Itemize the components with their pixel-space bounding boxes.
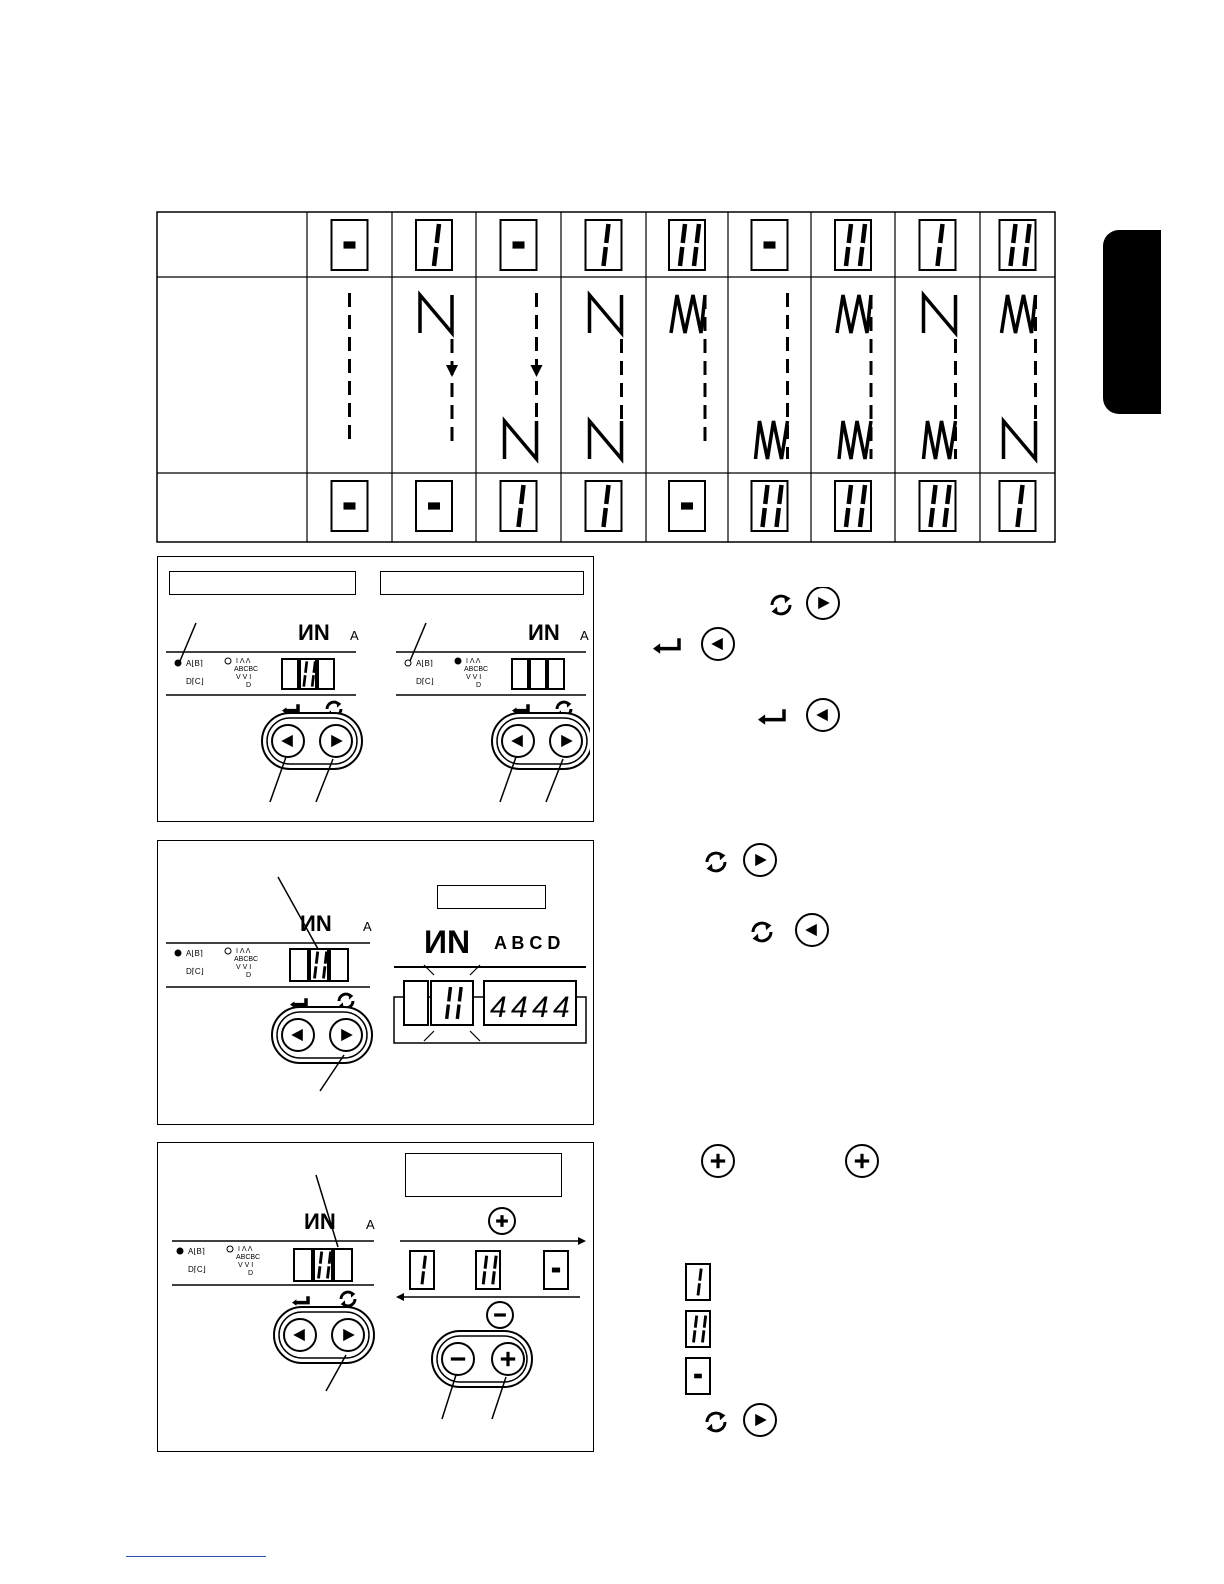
- arrow-button-pair: [492, 713, 590, 769]
- svg-text:D: D: [246, 972, 252, 979]
- cycle-icon: [707, 852, 726, 872]
- double-reverse-end-mark: [756, 421, 788, 459]
- panel3-option-list: [684, 1260, 714, 1395]
- mode-selector-legend: [175, 948, 258, 979]
- cycle-icon: [707, 1412, 726, 1432]
- left-arrow-button-icon[interactable]: [702, 628, 734, 660]
- leader-line: [410, 623, 426, 661]
- svg-text:D: D: [248, 1270, 254, 1277]
- svg-text:V V I: V V I: [236, 964, 252, 971]
- cycle-icon: [753, 922, 772, 942]
- enter-icon: [758, 709, 784, 725]
- right-arrow-button-icon[interactable]: [744, 844, 776, 876]
- plus-button-icon[interactable]: [846, 1145, 878, 1177]
- single-reverse-end-mark: [590, 421, 622, 459]
- svg-text:I Λ Λ: I Λ Λ: [236, 658, 251, 665]
- direction-arrow: [446, 365, 458, 377]
- reverse-stitch-pattern-table: [156, 211, 1058, 545]
- single-reverse-start-mark: [420, 295, 452, 333]
- direction-arrow: [531, 365, 543, 377]
- arrow-button-pair: [262, 713, 362, 769]
- minus-button-marker[interactable]: [487, 1302, 513, 1328]
- start-code-cell: [332, 220, 368, 270]
- lcd-row: [294, 1249, 352, 1281]
- end-code-cell: [920, 481, 956, 531]
- lcd-row: [512, 659, 564, 689]
- svg-text:I Λ Λ: I Λ Λ: [238, 1246, 253, 1253]
- panel3-sequence-diagram: [396, 1208, 586, 1419]
- plus-minus-button-pair: [432, 1331, 532, 1387]
- plus-button-icon[interactable]: [702, 1145, 734, 1177]
- single-reverse-start-mark: [924, 295, 956, 333]
- mode-selector-legend: [177, 1246, 260, 1277]
- svg-text:I Λ Λ: I Λ Λ: [236, 948, 251, 955]
- panel1-left-display: [166, 620, 362, 802]
- footer-link-rule: [126, 1556, 266, 1557]
- svg-text:A⌊B⌉: A⌊B⌉: [188, 1247, 205, 1256]
- left-arrow-button-icon[interactable]: [796, 914, 828, 946]
- panel1-right-display: [396, 620, 590, 802]
- leader-line: [180, 623, 196, 661]
- double-reverse-start-mark: [1002, 295, 1036, 333]
- right-arrow-button[interactable]: [330, 1019, 362, 1051]
- svg-text:ИN: ИN: [300, 911, 332, 936]
- left-arrow-button-icon[interactable]: [807, 699, 839, 731]
- double-reverse-start-mark: [837, 295, 871, 333]
- svg-text:D⌈C⌋: D⌈C⌋: [188, 1265, 206, 1274]
- svg-text:ABCBC: ABCBC: [234, 956, 259, 963]
- count-digit: 4: [490, 991, 507, 1024]
- option-code: [686, 1311, 710, 1347]
- svg-text:ИN: ИN: [304, 1209, 336, 1234]
- panel3-small-display: [172, 1175, 375, 1391]
- svg-text:A: A: [363, 919, 372, 934]
- panel3-plus-icons: [700, 1143, 882, 1179]
- stitch-pattern: [924, 295, 956, 459]
- svg-text:V V I: V V I: [238, 1262, 254, 1269]
- arrow-button-pair: [274, 1307, 374, 1363]
- chapter-side-tab: [1103, 230, 1161, 414]
- right-arrow-button[interactable]: [550, 725, 582, 757]
- panel1-line2-icons: [648, 626, 740, 662]
- right-arrow-button-icon[interactable]: [807, 587, 839, 619]
- stitch-pattern: [671, 295, 705, 443]
- panel2-line1-icons: [700, 842, 780, 878]
- option-code: [686, 1358, 710, 1394]
- mode-selector-legend: [405, 658, 488, 689]
- count-digit: 4: [553, 991, 570, 1024]
- right-arrow-button[interactable]: [332, 1319, 364, 1351]
- left-arrow-button[interactable]: [284, 1319, 316, 1351]
- panel1-left-caption-frame: [169, 571, 356, 595]
- lcd-row: [290, 949, 348, 981]
- stitch-pattern: [1002, 295, 1036, 459]
- start-code-cell: [416, 220, 452, 270]
- svg-text:V V I: V V I: [466, 674, 482, 681]
- enter-icon: [653, 638, 679, 654]
- left-arrow-button[interactable]: [272, 725, 304, 757]
- plus-button[interactable]: [492, 1343, 524, 1375]
- single-reverse-start-mark: [590, 295, 622, 333]
- panel2-enlarged-display: [394, 924, 586, 1043]
- cycle-icon: [341, 1291, 356, 1306]
- double-reverse-start-mark: [671, 295, 705, 333]
- svg-text:D⌈C⌋: D⌈C⌋: [416, 677, 434, 686]
- plus-button-marker[interactable]: [489, 1208, 515, 1234]
- operation-panel-2: [157, 840, 594, 1125]
- svg-text:ABCBC: ABCBC: [234, 666, 259, 673]
- svg-text:ИN: ИN: [424, 924, 471, 960]
- panel3-display-diagram: [158, 1143, 590, 1448]
- svg-text:ABCBC: ABCBC: [236, 1254, 261, 1261]
- double-reverse-end-mark: [839, 421, 871, 459]
- count-digit: 4: [532, 991, 549, 1024]
- svg-text:A: A: [350, 628, 359, 643]
- start-code-cell: [920, 220, 956, 270]
- start-code-cell: [501, 220, 537, 270]
- end-code-cell: [1000, 481, 1036, 531]
- end-code-cell: [669, 481, 705, 531]
- svg-text:D⌈C⌋: D⌈C⌋: [186, 677, 204, 686]
- start-code-cell: [752, 220, 788, 270]
- svg-text:A B C D: A B C D: [494, 933, 561, 953]
- stitch-pattern: [837, 295, 871, 459]
- stitch-pattern: [505, 293, 543, 459]
- panel2-display-diagram: [158, 841, 590, 1121]
- double-reverse-end-mark: [924, 421, 956, 459]
- operation-panel-1: [157, 556, 594, 822]
- svg-text:ABCBC: ABCBC: [464, 666, 489, 673]
- start-code-cell: [835, 220, 871, 270]
- end-code-cell: [835, 481, 871, 531]
- panel1-line3-icons: [753, 697, 845, 733]
- svg-text:A: A: [366, 1217, 375, 1232]
- cycle-icon: [772, 595, 791, 615]
- lcd-row: [282, 659, 334, 689]
- svg-text:A⌊B⌉: A⌊B⌉: [186, 659, 203, 668]
- left-arrow-button[interactable]: [282, 1019, 314, 1051]
- end-code-cell: [332, 481, 368, 531]
- arrow-button-pair: [272, 1007, 372, 1063]
- stitch-pattern: [590, 295, 622, 459]
- svg-text:D⌈C⌋: D⌈C⌋: [186, 967, 204, 976]
- count-digit: 4: [511, 991, 528, 1024]
- svg-text:V V I: V V I: [236, 674, 252, 681]
- start-code-cell: [586, 220, 622, 270]
- end-code-cell: [586, 481, 622, 531]
- end-code-cell: [752, 481, 788, 531]
- panel1-display-diagram: [158, 597, 590, 819]
- single-reverse-end-mark: [505, 421, 537, 459]
- end-code-cell: [416, 481, 452, 531]
- panel2-line2-icons: [746, 912, 832, 948]
- panel2-small-display: [166, 877, 372, 1091]
- stitch-pattern: [420, 295, 458, 443]
- right-arrow-button-icon[interactable]: [744, 1404, 776, 1436]
- svg-text:D: D: [476, 682, 482, 689]
- operation-panel-3: [157, 1142, 594, 1452]
- svg-text:D: D: [246, 682, 252, 689]
- minus-button[interactable]: [442, 1343, 474, 1375]
- svg-text:I Λ Λ: I Λ Λ: [466, 658, 481, 665]
- panel1-line1-icons: [765, 587, 845, 623]
- start-code-cell: [1000, 220, 1036, 270]
- svg-text:A⌊B⌉: A⌊B⌉: [186, 949, 203, 958]
- svg-text:A: A: [580, 628, 589, 643]
- svg-text:ИN: ИN: [298, 620, 330, 645]
- end-code-cell: [501, 481, 537, 531]
- option-code: [686, 1264, 710, 1300]
- svg-text:ИN: ИN: [528, 620, 560, 645]
- enter-icon: [292, 1296, 308, 1306]
- mode-selector-legend: [175, 658, 258, 689]
- panel1-right-caption-frame: [380, 571, 584, 595]
- start-code-cell: [669, 220, 705, 270]
- svg-text:A⌊B⌉: A⌊B⌉: [416, 659, 433, 668]
- single-reverse-end-mark: [1004, 421, 1036, 459]
- right-arrow-button[interactable]: [320, 725, 352, 757]
- left-arrow-button[interactable]: [502, 725, 534, 757]
- panel3-last-icons: [700, 1402, 780, 1438]
- stitch-pattern: [756, 293, 788, 459]
